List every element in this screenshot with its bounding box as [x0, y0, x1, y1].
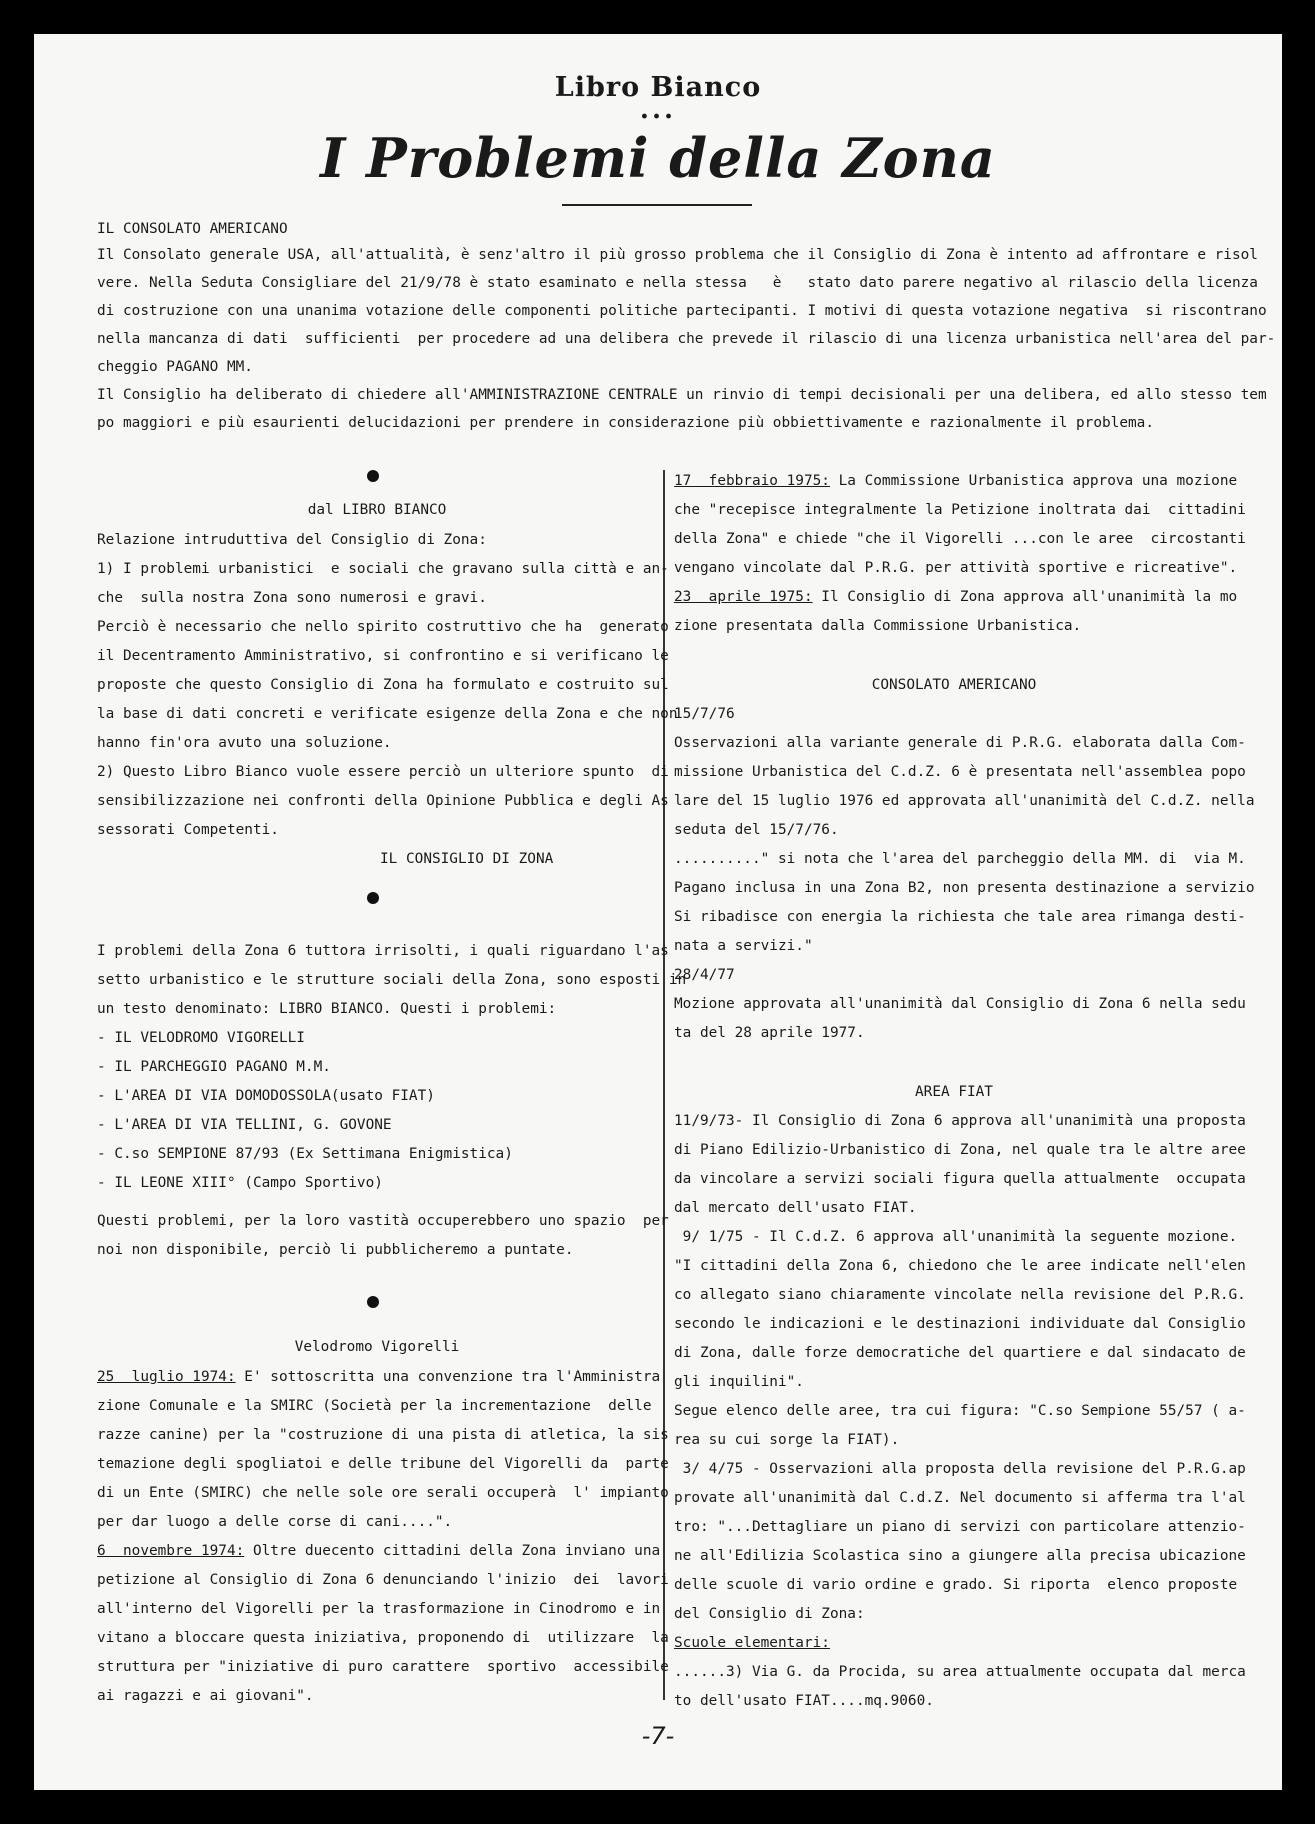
right-line: 11/9/73- Il Consiglio di Zona 6 approva all'unanimità una proposta: [674, 1113, 1246, 1129]
dated-entry: [97, 1368, 660, 1386]
right-line: ta del 28 aprile 1977.: [674, 1025, 865, 1041]
left-signature: IL CONSIGLIO DI ZONA: [380, 851, 554, 867]
right-line: provate all'unanimità dal C.d.Z. Nel documento si afferma tra l'al: [674, 1490, 1246, 1506]
right-line: ne all'Edilizia Scolastica sino a giungere alla precisa ubicazione: [674, 1548, 1246, 1564]
left-line: di un Ente (SMIRC) che nelle sole ore serali occuperà l' impianto: [97, 1485, 669, 1501]
bullet-mark: [367, 470, 379, 482]
intro-line: Il Consiglio ha deliberato di chiedere all'AMMINISTRAZIONE CENTRALE un rinvio di tempi decisionali per una delibera, ed allo stesso tem: [97, 387, 1267, 403]
dated-entry: [674, 588, 1237, 606]
right-line: gli inquilini".: [674, 1374, 804, 1390]
entry-text: E' sottoscritta una convenzione tra l'Amministra: [235, 1369, 661, 1385]
left-line: 2) Questo Libro Bianco vuole essere perciò un ulteriore spunto di: [97, 764, 669, 780]
left-heading: dal LIBRO BIANCO: [307, 502, 447, 518]
list-item: - L'AREA DI VIA TELLINI, G. GOVONE: [97, 1117, 392, 1133]
right-line: di Zona, dalle forze democratiche del quartiere e dal sindacato de: [674, 1345, 1246, 1361]
dated-entry: [97, 1542, 660, 1560]
right-subheading: Scuole elementari:: [674, 1635, 830, 1651]
right-line: 3/ 4/75 - Osservazioni alla proposta della revisione del P.R.G.ap: [674, 1461, 1246, 1477]
right-heading: AREA FIAT: [915, 1084, 993, 1100]
title-underline: [562, 204, 752, 206]
left-line: temazione degli spogliatoi e delle tribune del Vigorelli da parte: [97, 1456, 669, 1472]
entry-date: 25 luglio 1974:: [97, 1369, 236, 1385]
right-line: delle scuole di vario ordine e grado. Si riporta elenco proposte: [674, 1577, 1238, 1593]
list-item: - IL VELODROMO VIGORELLI: [97, 1030, 305, 1046]
page-number: -7-: [641, 1722, 675, 1750]
intro-line: vere. Nella Seduta Consigliare del 21/9/78 è stato esaminato e nella stessa è stato dato parere negativo al rilascio della licenza: [97, 275, 1258, 291]
left-line: Questi problemi, per la loro vastità occuperebbero uno spazio per: [97, 1213, 669, 1229]
intro-line: Il Consolato generale USA, all'attualità, è senz'altro il più grosso problema che il Consiglio di Zona è intento ad affrontare e risol: [97, 247, 1258, 263]
entry-date: 17 febbraio 1975:: [674, 473, 830, 489]
left-line: la base di dati concreti e verificate esigenze della Zona e che non: [97, 706, 678, 722]
intro-line: IL CONSOLATO AMERICANO: [97, 221, 288, 237]
bullet-mark: [367, 892, 379, 904]
list-item: - C.so SEMPIONE 87/93 (Ex Settimana Enigmistica): [97, 1146, 513, 1162]
right-line: della Zona" e chiede "che il Vigorelli ...con le aree circostanti: [674, 531, 1246, 547]
left-heading: Velodromo Vigorelli: [294, 1339, 460, 1355]
right-line: co allegato siano chiaramente vincolate nella revisione del P.R.G.: [674, 1287, 1246, 1303]
dated-entry: [674, 472, 1237, 490]
left-line: proposte che questo Consiglio di Zona ha formulato e costruito sul: [97, 677, 669, 693]
left-line: sensibilizzazione nei confronti della Opinione Pubblica e degli As: [97, 793, 669, 809]
left-line: un testo denominato: LIBRO BIANCO. Questi i problemi:: [97, 1001, 557, 1017]
right-line: "I cittadini della Zona 6, chiedono che le aree indicate nell'elen: [674, 1258, 1246, 1274]
left-line: struttura per "iniziative di puro carattere sportivo accessibile: [97, 1659, 669, 1675]
right-line: Si ribadisce con energia la richiesta che tale area rimanga desti-: [674, 909, 1246, 925]
left-line: setto urbanistico e le strutture sociali della Zona, sono esposti in: [97, 972, 687, 988]
header-dots: ...: [639, 95, 677, 125]
left-line: vitano a bloccare questa iniziativa, proponendo di utilizzare la: [97, 1630, 669, 1646]
left-line: Relazione intruduttiva del Consiglio di Zona:: [97, 532, 487, 548]
list-item: - IL PARCHEGGIO PAGANO M.M.: [97, 1059, 331, 1075]
intro-line: di costruzione con una unanima votazione delle componenti politiche partecipanti. I motivi di questa votazione negativa si riscontrano: [97, 303, 1267, 319]
list-item: - L'AREA DI VIA DOMODOSSOLA(usato FIAT): [97, 1088, 435, 1104]
left-line: petizione al Consiglio di Zona 6 denunciando l'inizio dei lavori: [97, 1572, 669, 1588]
right-line: zione presentata dalla Commissione Urbanistica.: [674, 618, 1082, 634]
right-line: 28/4/77: [674, 967, 735, 983]
intro-line: po maggiori e più esaurienti delucidazioni per prendere in considerazione più obbiettivamente e razionalmente il problema.: [97, 415, 1154, 431]
right-line: del Consiglio di Zona:: [674, 1606, 865, 1622]
left-line: il Decentramento Amministrativo, si confrontino e si verificano le: [97, 648, 669, 664]
right-line: dal mercato dell'usato FIAT.: [674, 1200, 917, 1216]
list-item: - IL LEONE XIII° (Campo Sportivo): [97, 1175, 383, 1191]
document-page: [34, 34, 1282, 1790]
entry-text: Oltre duecento cittadini della Zona inviano una: [244, 1543, 661, 1559]
left-line: che sulla nostra Zona sono numerosi e gravi.: [97, 590, 487, 606]
entry-date: 23 aprile 1975:: [674, 589, 813, 605]
right-line: to dell'usato FIAT....mq.9060.: [674, 1693, 934, 1709]
page-title: I Problemi della Zona: [320, 126, 996, 190]
entry-text: La Commissione Urbanistica approva una mozione: [829, 473, 1238, 489]
header-kicker: Libro Bianco: [554, 72, 762, 103]
left-line: razze canine) per la "costruzione di una pista di atletica, la sis: [97, 1427, 669, 1443]
right-line: .........." si nota che l'area del parcheggio della MM. di via M.: [674, 851, 1246, 867]
right-line: da vincolare a servizi sociali figura quella attualmente occupata: [674, 1171, 1246, 1187]
left-line: I problemi della Zona 6 tuttora irrisolti, i quali riguardano l'as: [97, 943, 669, 959]
left-line: sessorati Competenti.: [97, 822, 279, 838]
right-line: Pagano inclusa in una Zona B2, non presenta destinazione a servizio: [674, 880, 1255, 896]
intro-line: cheggio PAGANO MM.: [97, 359, 253, 375]
intro-line: nella mancanza di dati sufficienti per procedere ad una delibera che prevede il rilascio di una licenza urbanistica nell'area del par-: [97, 331, 1276, 347]
right-line: Osservazioni alla variante generale di P.R.G. elaborata dalla Com-: [674, 735, 1246, 751]
left-line: per dar luogo a delle corse di cani....".: [97, 1514, 453, 1530]
right-line: di Piano Edilizio-Urbanistico di Zona, nel quale tra le altre aree: [674, 1142, 1246, 1158]
right-line: 15/7/76: [674, 706, 735, 722]
left-line: 1) I problemi urbanistici e sociali che gravano sulla città e an-: [97, 561, 669, 577]
right-line: che "recepisce integralmente la Petizione inoltrata dai cittadini: [674, 502, 1246, 518]
right-heading: CONSOLATO AMERICANO: [871, 677, 1037, 693]
right-line: Segue elenco delle aree, tra cui figura: "C.so Sempione 55/57 ( a-: [674, 1403, 1246, 1419]
left-line: ai ragazzi e ai giovani".: [97, 1688, 314, 1704]
left-line: hanno fin'ora avuto una soluzione.: [97, 735, 392, 751]
right-line: ......3) Via G. da Procida, su area attualmente occupata dal merca: [674, 1664, 1246, 1680]
left-line: zione Comunale e la SMIRC (Società per la incrementazione delle: [97, 1398, 652, 1414]
left-line: noi non disponibile, perciò li pubblicheremo a puntate.: [97, 1242, 574, 1258]
right-line: lare del 15 luglio 1976 ed approvata all'unanimità del C.d.Z. nella: [674, 793, 1255, 809]
right-line: vengano vincolate dal P.R.G. per attività sportive e ricreative".: [674, 560, 1238, 576]
entry-text: Il Consiglio di Zona approva all'unanimità la mo: [812, 589, 1238, 605]
right-line: secondo le indicazioni e le destinazioni individuate dal Consiglio: [674, 1316, 1246, 1332]
bullet-mark: [367, 1296, 379, 1308]
right-line: tro: "...Dettagliare un piano di servizi con particolare attenzio-: [674, 1519, 1246, 1535]
right-line: seduta del 15/7/76.: [674, 822, 839, 838]
left-line: Perciò è necessario che nello spirito costruttivo che ha generato: [97, 619, 669, 635]
right-line: 9/ 1/75 - Il C.d.Z. 6 approva all'unanimità la seguente mozione.: [674, 1229, 1238, 1245]
right-line: Mozione approvata all'unanimità dal Consiglio di Zona 6 nella sedu: [674, 996, 1246, 1012]
entry-date: 6 novembre 1974:: [97, 1543, 245, 1559]
right-line: nata a servizi.": [674, 938, 813, 954]
right-line: rea su cui sorge la FIAT).: [674, 1432, 900, 1448]
right-line: missione Urbanistica del C.d.Z. 6 è presentata nell'assemblea popo: [674, 764, 1246, 780]
left-line: all'interno del Vigorelli per la trasformazione in Cinodromo e in: [97, 1601, 661, 1617]
